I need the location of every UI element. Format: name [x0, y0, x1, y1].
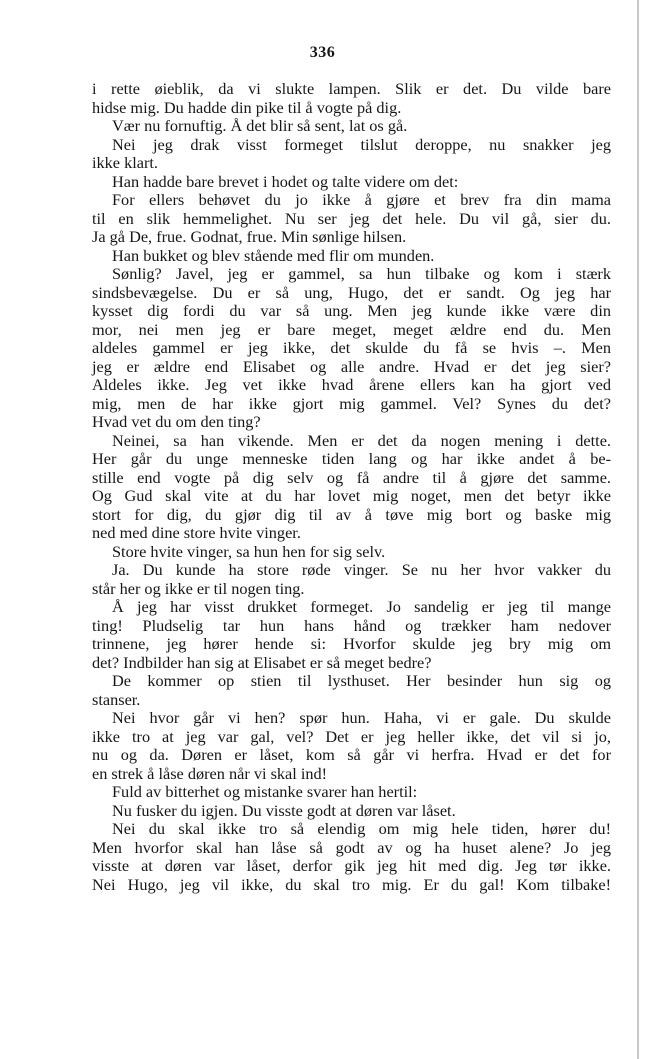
text-line: sindsbevægelse. Du er så ung, Hugo, det er sandt. Og jeg har	[92, 282, 611, 302]
text-line: ned med dine store hvite vinger.	[92, 523, 301, 542]
text-line: Men hvorfor skal han låse så godt av og ha huset alene? Jo jeg	[92, 837, 611, 857]
text-line: Vær nu fornuftig. Å det blir så sent, lat os gå.	[112, 116, 408, 135]
text-line: Hvad vet du om den ting?	[92, 412, 261, 431]
text-line: Ja. Du kunde ha store røde vinger. Se nu her hvor vakker du	[112, 560, 611, 579]
text-line: Nu fusker du igjen. Du visste godt at døren var låset.	[112, 800, 456, 820]
text-line: Fuld av bitterhet og mistanke svarer han hertil:	[112, 782, 418, 801]
text-line: For ellers behøvet du jo ikke å gjøre et brev fra din mama	[112, 190, 611, 209]
text-line: aldeles gammel er jeg ikke, det skulde du få se hvis –. Men	[92, 338, 611, 357]
text-line: ikke klart.	[92, 153, 159, 172]
text-line: mor, nei men jeg er bare meget, meget ældre end du. Men	[92, 319, 611, 339]
text-line: ting! Pludselig tar hun hans hånd og trækker ham nedover	[92, 615, 611, 635]
text-line: Aldeles ikke. Jeg vet ikke hvad årene ellers kan ha gjort ved	[92, 375, 611, 394]
text-line: Nei du skal ikke tro så elendig om mig hele tiden, hører du!	[112, 819, 611, 838]
text-line: Nei jeg drak visst formeget tilslut deroppe, nu snakker jeg	[112, 134, 611, 154]
text-line: hidse mig. Du hadde din pike til å vogte på dig.	[92, 97, 402, 117]
text-line: Ja gå De, frue. Godnat, frue. Min sønlige hilsen.	[92, 227, 407, 246]
text-line: stort for dig, du gjør dig til av å tøve mig bort og baske mig	[92, 504, 611, 524]
text-line: ikke tro at jeg var gal, vel? Det er jeg heller ikke, det vil si jo,	[92, 726, 611, 746]
text-line: Her går du unge menneske tiden lang og har ikke andet å be-	[92, 449, 611, 468]
text-line: visste at døren var låset, derfor gik jeg hit med dig. Jeg tør ikke.	[92, 856, 611, 875]
text-line: Nei hvor går vi hen? spør hun. Haha, vi er gale. Du skulde	[112, 708, 611, 727]
page-edge	[637, 0, 639, 1059]
text-line: Sønlig? Javel, jeg er gammel, sa hun tilbake og kom i stærk	[112, 264, 611, 283]
text-line: står her og ikke er til nogen ting.	[92, 578, 305, 598]
text-line: en strek å låse døren når vi skal ind!	[92, 763, 328, 783]
text-line: trinnene, jeg hører hende si: Hvorfor skulde jeg bry mig om	[92, 634, 611, 653]
text-line: Store hvite vinger, sa hun hen for sig selv.	[112, 541, 386, 561]
text-line: nu og da. Døren er låset, kom så går vi herfra. Hvad er det for	[92, 745, 611, 764]
text-line: Neinei, sa han vikende. Men er det da nogen mening i dette.	[112, 430, 611, 450]
text-line: i rette øieblik, da vi slukte lampen. Slik er det. Du vilde bare	[92, 79, 611, 98]
text-line: mig, men de har ikke gjort mig gammel. Vel? Synes du det?	[92, 393, 611, 413]
text-line: Han bukket og blev stående med flir om munden.	[112, 245, 435, 265]
text-line: stanser.	[92, 689, 141, 709]
text-line: det? Indbilder han sig at Elisabet er så meget bedre?	[92, 652, 432, 672]
text-line: De kommer op stien til lysthuset. Her besinder hun sig og	[112, 671, 611, 690]
text-line: kysset dig fordi du var så ung. Men jeg kunde ikke være din	[92, 301, 611, 320]
text-line: Å jeg har visst drukket formeget. Jo sandelig er jeg til mange	[112, 597, 611, 616]
text-line: jeg er ældre end Elisabet og alle andre. Hvad er det jeg sier?	[92, 356, 611, 376]
page-number: 336	[309, 44, 336, 61]
text-line: stille end vogte på dig selv og få andre til å gjøre det samme.	[92, 467, 611, 487]
text-line: til en slik hemmelighet. Nu ser jeg det hele. Du vil gå, sier du.	[92, 208, 611, 228]
body-text	[92, 80, 611, 894]
text-line: Han hadde bare brevet i hodet og talte videre om det:	[112, 171, 459, 191]
text-line: Og Gud skal vite at du har lovet mig noget, men det betyr ikke	[92, 486, 611, 505]
text-line: Nei Hugo, jeg vil ikke, du skal tro mig. Er du gal! Kom tilbake!	[92, 874, 611, 894]
